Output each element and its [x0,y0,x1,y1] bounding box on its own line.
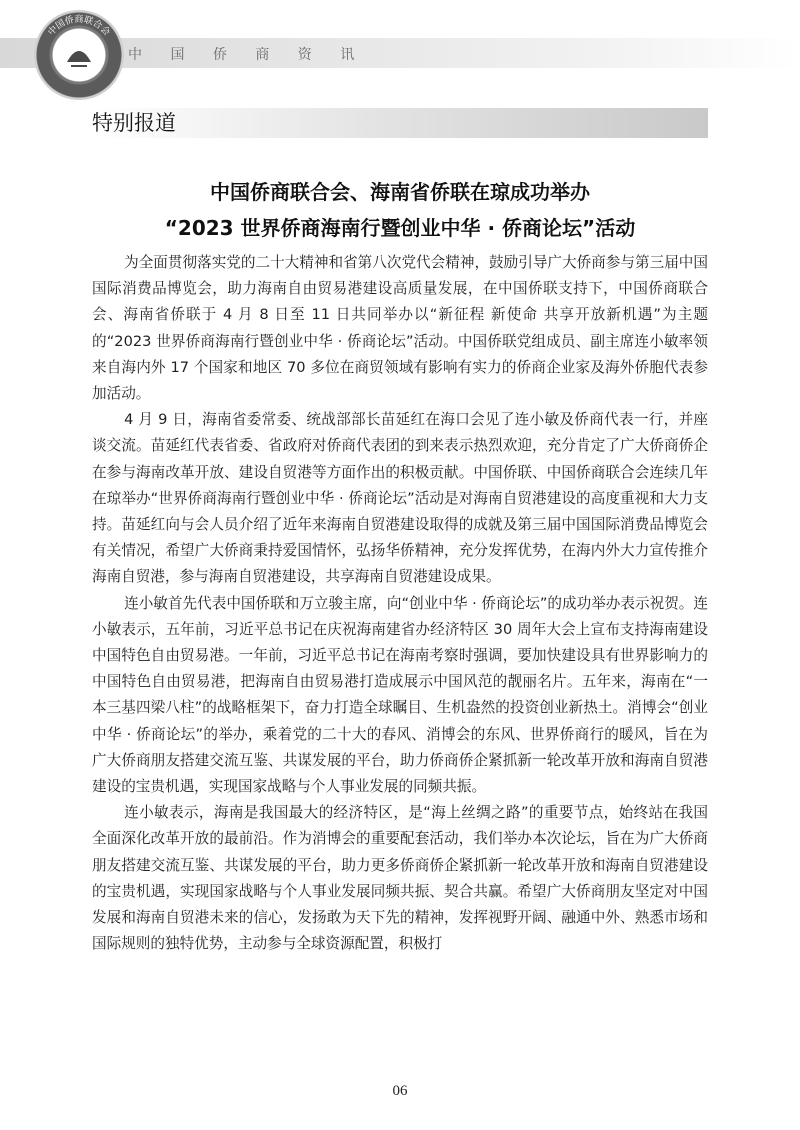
article-paragraph: 4 月 9 日，海南省委常委、统战部部长苗延红在海口会见了连小敏及侨商代表一行，并座谈交流。苗延红代表省委、省政府对侨商代表团的到来表示热烈欢迎，充分肯定了广大侨商侨企在参与海南改革开放、建设自贸港等方面作出的积极贡献。中国侨联、中国侨商联合会连续几年在琼举办“世界侨商海南行暨创业中华 · 侨商论坛”活动是对海南自贸港建设的高度重视和大力支持。苗延红向与会人员介绍了近年来海南自贸港建设取得的成就及第三届中国国际消费品博览会有关情况，希望广大侨商秉持爱国情怀，弘扬华侨精神，充分发挥优势，在海内外大力宣传推介海南自贸港，参与海南自贸港建设，共享海南自贸港建设成果。 [92,411,708,586]
section-title: 特别报道 [92,111,176,135]
logo-text: 中国侨商联合会 [46,15,112,38]
article-paragraph: 连小敏首先代表中国侨联和万立骏主席，向“创业中华 · 侨商论坛”的成功举办表示祝贺。连小敏表示，五年前，习近平总书记在庆祝海南建省办经济特区 30 周年大会上宣布支持海南建设中国特色自由贸易港。一年前，习近平总书记在海南考察时强调，要加快建设具有世界影响力的中国特色自由贸易港，把海南自由贸易港打造成展示中国风范的靓丽名片。五年来，海南在“一本三基四梁八柱”的战略框架下，奋力打造全球瞩目、生机盎然的投资创业新热土。消博会“创业中华 · 侨商论坛”的举办，乘着党的二十大的春风、消博会的东风、世界侨商行的暖风，旨在为广大侨商朋友搭建交流互鉴、共谋发展的平台，助力侨商侨企紧抓新一轮改革开放和海南自贸港建设的宝贵机遇，实现国家战略与个人事业发展的同频共振。 [92,594,708,796]
article-title-line-2: “2023 世界侨商海南行暨创业中华 · 侨商论坛”活动 [164,216,636,240]
article-paragraph: 为全面贯彻落实党的二十大精神和省第八次党代会精神，鼓励引导广大侨商参与第三届中国国际消费品博览会，助力海南自由贸易港建设高质量发展，在中国侨联支持下，中国侨商联合会、海南省侨联于 4 月 8 日至 11 日共同举办以“新征程 新使命 共享开放新机遇”为主题的“2023 世界侨商海南行暨创业中华 · 侨商论坛”活动。中国侨联党组成员、副主席连小敏率领来自海内外 17 个国家和地区 70 多位在商贸领域有影响有实力的侨商企业家及海外侨胞代表参加活动。 [92,254,708,403]
section-bar [92,108,708,138]
page-number: 06 [392,1083,408,1099]
organization-logo [34,10,124,100]
article-paragraph: 连小敏表示，海南是我国最大的经济特区，是“海上丝绸之路”的重要节点，始终站在我国全面深化改革开放的最前沿。作为消博会的重要配套活动，我们举办本次论坛，旨在为广大侨商朋友搭建交流互鉴、共谋发展的平台，助力更多侨商侨企紧抓新一轮改革开放和海南自贸港建设的宝贵机遇，实现国家战略与个人事业发展同频共振、契合共赢。希望广大侨商朋友坚定对中国发展和海南自贸港未来的信心，发扬敢为天下先的精神，发挥视野开阔、融通中外、熟悉市场和国际规则的独特优势，主动参与全球资源配置，积极打 [92,804,708,953]
article-title-line-1: 中国侨商联合会、海南省侨联在琼成功举办 [210,180,590,204]
article-body [92,250,708,957]
publication-title: 中 国 侨 商 资 讯 [128,47,367,63]
